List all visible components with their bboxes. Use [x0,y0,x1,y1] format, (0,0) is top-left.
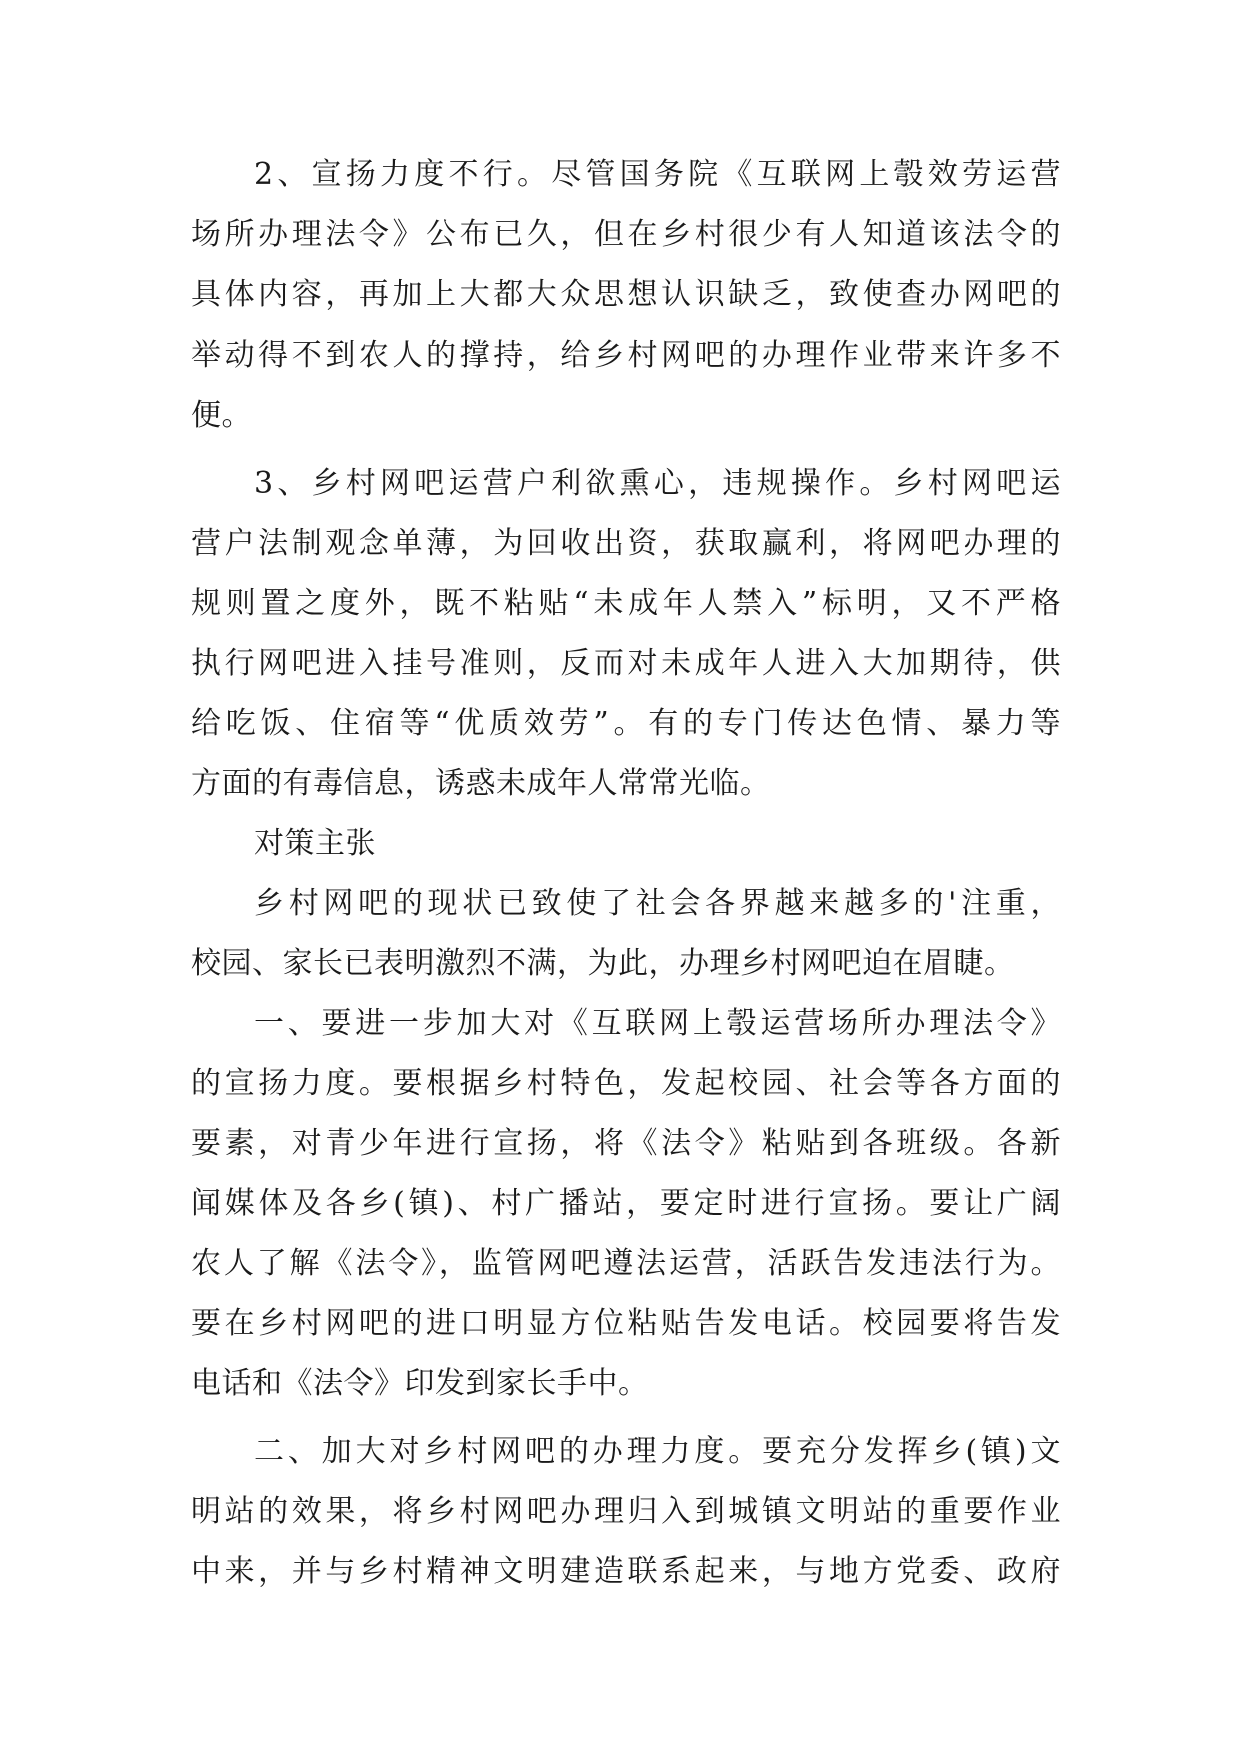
text-line: 执行网吧进入挂号准则，反而对未成年人进入大加期待，供 [191,646,1061,681]
text-line: 2、宣扬力度不行。尽管国务院《互联网上彀效劳运营 [254,157,1061,192]
text-line: 的宣扬力度。要根据乡村特色，发起校园、社会等各方面的 [191,1066,1061,1101]
text-line: 要在乡村网吧的进口明显方位粘贴告发电话。校园要将告发 [191,1306,1061,1341]
text-line: 二、加大对乡村网吧的办理力度。要充分发挥乡(镇)文 [254,1434,1061,1469]
text-line: 明站的效果，将乡村网吧办理归入到城镇文明站的重要作业 [191,1494,1061,1529]
text-line: 规则置之度外，既不粘贴“未成年人禁入”标明，又不严格 [191,586,1061,621]
text-line: 农人了解《法令》，监管网吧遵法运营，活跃告发违法行为。 [191,1246,1061,1281]
text-line: 方面的有毒信息，诱惑未成年人常常光临。 [191,766,771,801]
section-heading: 对策主张 [254,826,376,861]
text-line: 3、乡村网吧运营户利欲熏心，违规操作。乡村网吧运 [254,466,1061,501]
text-line: 闻媒体及各乡(镇)、村广播站，要定时进行宣扬。要让广阔 [191,1186,1061,1221]
text-line: 一、要进一步加大对《互联网上彀运营场所办理法令》 [254,1006,1061,1041]
text-line: 电话和《法令》印发到家长手中。 [191,1366,649,1401]
text-line: 举动得不到农人的撑持，给乡村网吧的办理作业带来许多不 [191,338,1061,373]
text-line: 场所办理法令》公布已久，但在乡村很少有人知道该法令的 [191,217,1061,252]
text-line: 中来，并与乡村精神文明建造联系起来，与地方党委、政府 [191,1554,1061,1589]
text-line: 具体内容，再加上大都大众思想认识缺乏，致使查办网吧的 [191,277,1061,312]
text-line: 校园、家长已表明激烈不满，为此，办理乡村网吧迫在眉睫。 [191,946,1015,981]
text-line: 给吃饭、住宿等“优质效劳”。有的专门传达色情、暴力等 [191,706,1061,741]
text-line: 要素，对青少年进行宣扬，将《法令》粘贴到各班级。各新 [191,1126,1061,1161]
text-line: 乡村网吧的现状已致使了社会各界越来越多的'注重， [254,886,1061,921]
text-line: 营户法制观念单薄，为回收出资，获取赢利，将网吧办理的 [191,526,1061,561]
text-line: 便。 [191,398,252,433]
